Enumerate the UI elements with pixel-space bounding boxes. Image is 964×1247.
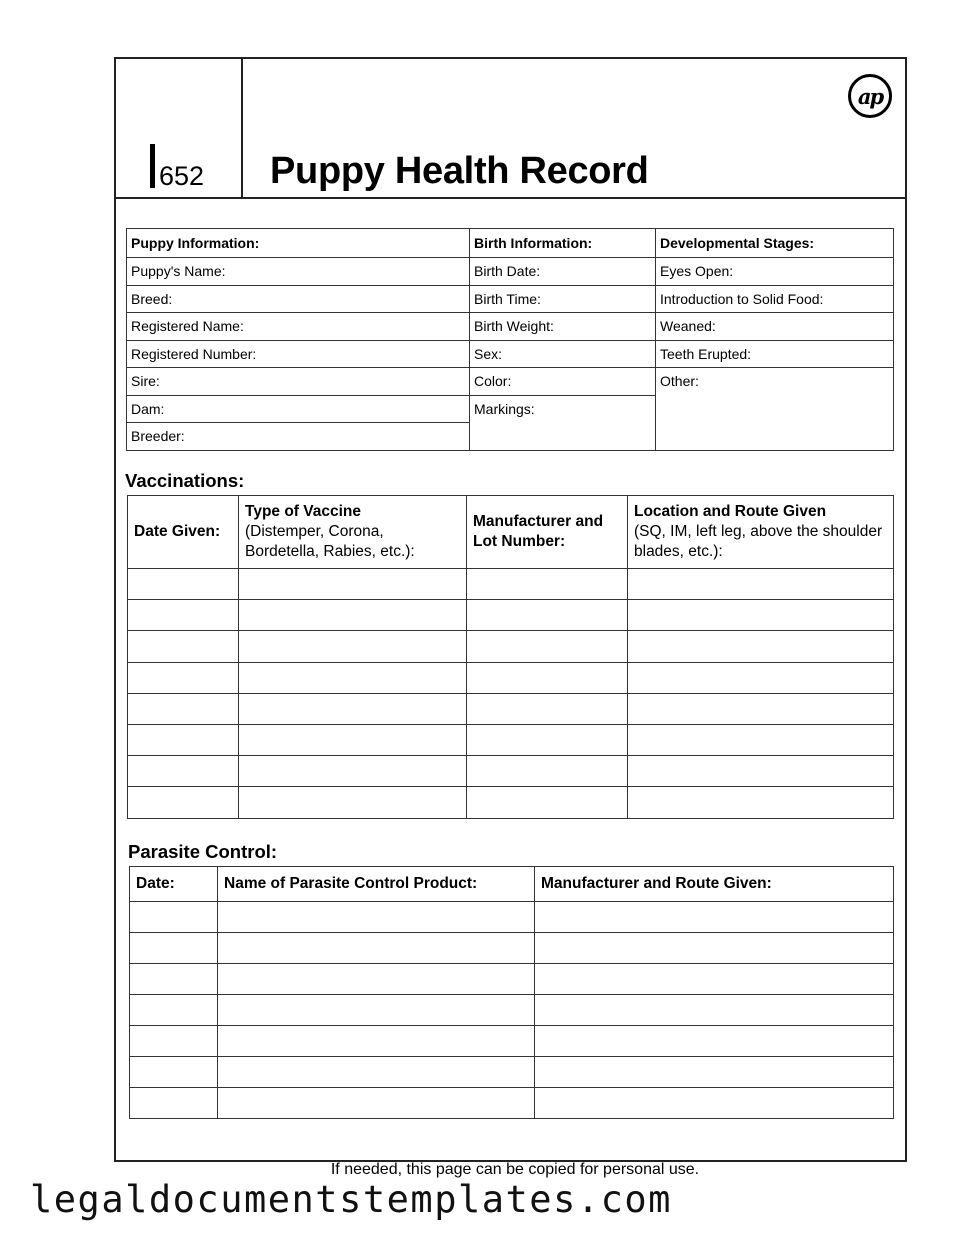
markings-field[interactable]: Markings: xyxy=(470,395,656,450)
table-cell[interactable] xyxy=(628,569,894,600)
table-row xyxy=(130,964,894,995)
header-divider-vertical xyxy=(241,57,243,199)
vacc-location-header-text: Location and Route Given xyxy=(634,503,827,520)
puppy-info-table xyxy=(126,228,894,451)
vacc-mfr-header xyxy=(467,496,628,569)
table-row xyxy=(128,756,894,787)
table-cell[interactable] xyxy=(535,995,894,1026)
table-cell[interactable] xyxy=(467,662,628,693)
table-cell[interactable] xyxy=(218,933,535,964)
form-code xyxy=(150,140,204,192)
puppy-info-header: Puppy Information: xyxy=(127,229,470,258)
table-cell[interactable] xyxy=(128,631,239,662)
table-cell[interactable] xyxy=(628,724,894,755)
table-cell[interactable] xyxy=(467,756,628,787)
table-row xyxy=(130,933,894,964)
vacc-type-note: (Distemper, Corona, Bordetella, Rabies, etc.): xyxy=(245,523,415,560)
other-field[interactable]: Other: xyxy=(656,368,894,451)
table-row xyxy=(128,631,894,662)
table-cell[interactable] xyxy=(467,724,628,755)
table-cell[interactable] xyxy=(535,1057,894,1088)
table-row xyxy=(130,1088,894,1119)
table-cell[interactable] xyxy=(628,787,894,818)
table-row xyxy=(130,1026,894,1057)
vacc-mfr-header-text: Manufacturer and Lot Number: xyxy=(473,513,604,550)
table-row xyxy=(130,902,894,933)
parasite-product-header: Name of Parasite Control Product: xyxy=(218,867,535,902)
table-cell[interactable] xyxy=(628,631,894,662)
table-cell[interactable] xyxy=(628,600,894,631)
table-cell[interactable] xyxy=(239,569,467,600)
table-cell[interactable] xyxy=(128,787,239,818)
table-cell[interactable] xyxy=(218,1026,535,1057)
table-cell[interactable] xyxy=(467,569,628,600)
table-cell[interactable] xyxy=(130,1057,218,1088)
sex-field[interactable]: Sex: xyxy=(470,340,656,368)
vaccinations-title: Vaccinations: xyxy=(125,470,245,491)
table-row xyxy=(128,569,894,600)
registered-name-field[interactable]: Registered Name: xyxy=(127,313,470,341)
table-cell[interactable] xyxy=(628,662,894,693)
table-cell[interactable] xyxy=(130,1026,218,1057)
logo-text: ap xyxy=(857,83,883,109)
table-cell[interactable] xyxy=(239,662,467,693)
breed-field[interactable]: Breed: xyxy=(127,285,470,313)
weaned-field[interactable]: Weaned: xyxy=(656,313,894,341)
table-row xyxy=(128,600,894,631)
table-cell[interactable] xyxy=(535,1026,894,1057)
form-code-number: 652 xyxy=(159,161,205,191)
header-divider-horizontal xyxy=(114,197,905,199)
table-cell[interactable] xyxy=(128,756,239,787)
vacc-location-header xyxy=(628,496,894,569)
dam-field[interactable]: Dam: xyxy=(127,395,470,423)
sire-field[interactable]: Sire: xyxy=(127,368,470,396)
table-cell[interactable] xyxy=(128,600,239,631)
table-cell[interactable] xyxy=(128,724,239,755)
table-cell[interactable] xyxy=(239,693,467,724)
birth-time-field[interactable]: Birth Time: xyxy=(470,285,656,313)
table-row xyxy=(128,693,894,724)
vacc-type-header xyxy=(239,496,467,569)
table-cell[interactable] xyxy=(467,600,628,631)
table-cell[interactable] xyxy=(128,569,239,600)
breeder-field[interactable]: Breeder: xyxy=(127,423,470,451)
table-cell[interactable] xyxy=(535,964,894,995)
table-cell[interactable] xyxy=(239,631,467,662)
table-row xyxy=(130,1057,894,1088)
birth-date-field[interactable]: Birth Date: xyxy=(470,258,656,286)
copy-note: If needed, this page can be copied for personal use. xyxy=(330,1161,700,1178)
parasite-date-header: Date: xyxy=(130,867,218,902)
form-code-bar xyxy=(150,144,155,188)
vacc-type-header-text: Type of Vaccine xyxy=(245,503,362,520)
registered-number-field[interactable]: Registered Number: xyxy=(127,340,470,368)
parasite-mfr-header: Manufacturer and Route Given: xyxy=(535,867,894,902)
table-cell[interactable] xyxy=(628,756,894,787)
table-cell[interactable] xyxy=(535,1088,894,1119)
vaccinations-table xyxy=(127,495,894,819)
table-cell[interactable] xyxy=(467,631,628,662)
table-cell[interactable] xyxy=(130,902,218,933)
table-row xyxy=(128,724,894,755)
dev-stages-header: Developmental Stages: xyxy=(656,229,894,258)
table-cell[interactable] xyxy=(130,1088,218,1119)
table-row xyxy=(128,787,894,818)
puppy-name-field[interactable]: Puppy's Name: xyxy=(127,258,470,286)
ap-logo-icon xyxy=(848,74,892,118)
table-cell[interactable] xyxy=(128,693,239,724)
table-cell[interactable] xyxy=(535,933,894,964)
table-cell[interactable] xyxy=(218,964,535,995)
solid-food-field[interactable]: Introduction to Solid Food: xyxy=(656,285,894,313)
table-cell[interactable] xyxy=(130,995,218,1026)
table-cell[interactable] xyxy=(128,662,239,693)
color-field[interactable]: Color: xyxy=(470,368,656,396)
birth-weight-field[interactable]: Birth Weight: xyxy=(470,313,656,341)
table-row xyxy=(128,662,894,693)
watermark: legaldocumentstemplates.com xyxy=(30,1178,672,1221)
vacc-location-note: (SQ, IM, left leg, above the shoulder blades, etc.): xyxy=(634,523,883,560)
table-cell[interactable] xyxy=(239,724,467,755)
table-cell[interactable] xyxy=(130,964,218,995)
table-cell[interactable] xyxy=(239,787,467,818)
table-cell[interactable] xyxy=(535,902,894,933)
table-cell[interactable] xyxy=(467,693,628,724)
table-cell[interactable] xyxy=(218,1057,535,1088)
table-cell[interactable] xyxy=(218,995,535,1026)
table-cell[interactable] xyxy=(239,600,467,631)
vacc-date-header xyxy=(128,496,239,569)
page-title: Puppy Health Record xyxy=(270,150,649,192)
parasite-control-table xyxy=(129,866,894,1119)
table-cell[interactable] xyxy=(218,1088,535,1119)
table-cell[interactable] xyxy=(467,787,628,818)
vacc-date-header-text: Date Given: xyxy=(134,523,221,540)
birth-info-header: Birth Information: xyxy=(470,229,656,258)
table-row xyxy=(130,995,894,1026)
table-cell[interactable] xyxy=(239,756,467,787)
parasite-control-title: Parasite Control: xyxy=(128,841,278,862)
teeth-erupted-field[interactable]: Teeth Erupted: xyxy=(656,340,894,368)
table-cell[interactable] xyxy=(130,933,218,964)
table-cell[interactable] xyxy=(218,902,535,933)
eyes-open-field[interactable]: Eyes Open: xyxy=(656,258,894,286)
table-cell[interactable] xyxy=(628,693,894,724)
